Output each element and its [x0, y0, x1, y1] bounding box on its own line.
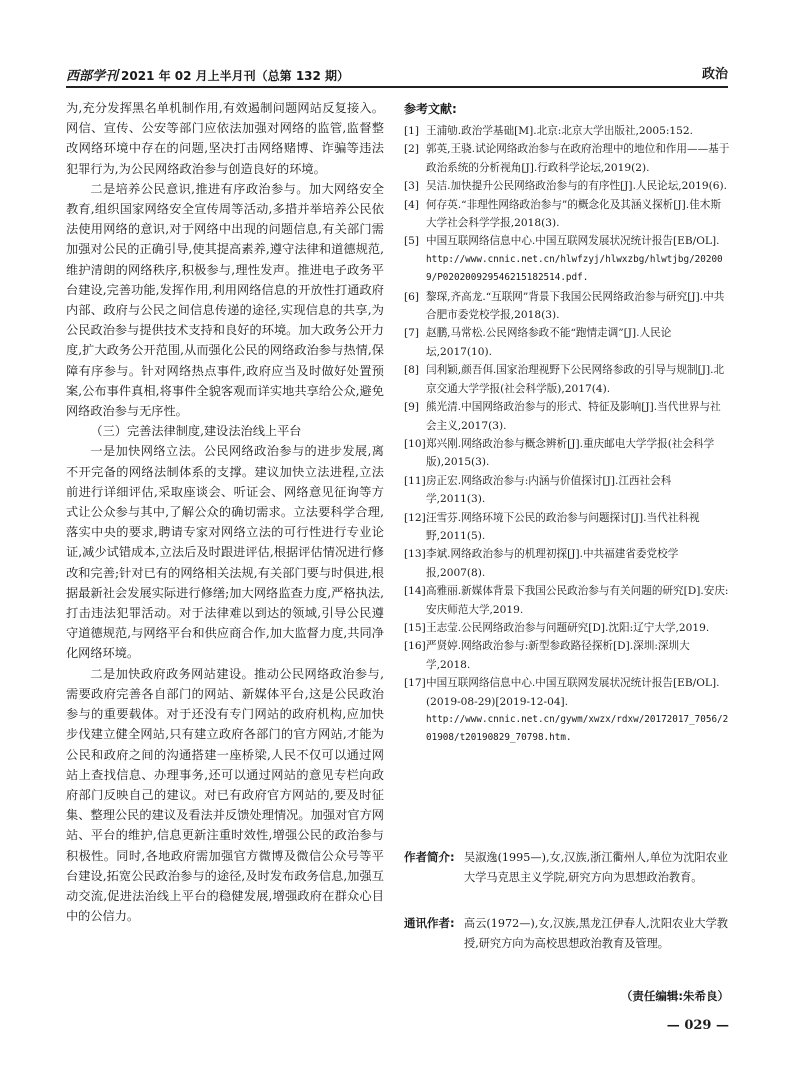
reference-number: [5]: [404, 235, 420, 248]
reference-item: [404, 232, 730, 287]
corresponding-author-label: 通讯作者:: [404, 916, 455, 930]
body-paragraph: 一是加快网络立法。公民网络政治参与的进步发展,离不开完备的网络法制体系的支撑。建议加快立法进程,立法前进行详细评估,采取座谈会、听证会、网络意见征询等方式让公众参与其中,了解公众的确切需求。立法要科学合理,落实中央的要求,聘请专家对网络立法的可行性进行专业论证,减少试错成本,立法后及时跟进评估,根据评估情况进行修改和完善;针对已有的网络相关法规,有关部门要与时俱进,根据最新社会发展实际进行修缮;加大网络监查力度,严格执法,打击违法犯罪活动。对于法律难以到达的领域,引导公民遵守道德规范,与网络平台和供应商合作,加大监督力度,共同净化网络环境。: [66, 444, 384, 661]
responsible-editor: （责任编辑:朱希良）: [620, 989, 729, 1003]
reference-number: [13]: [404, 548, 426, 561]
reference-text: 汪雪芬.网络环境下公民的政治参与问题探讨[J].当代社科视野,2011(5).: [426, 511, 700, 542]
reference-item: [404, 361, 730, 398]
reference-item: [404, 324, 730, 361]
journal-logo: 西部学刊: [66, 69, 119, 84]
reference-text: 闫利颖,颜吾佴.国家治理视野下公民网络参政的引导与规制[J].北京交通大学学报(社会科学版),2017(4).: [426, 364, 725, 395]
reference-number: [10]: [404, 437, 426, 450]
reference-text: 黎琛,齐高龙.“互联网”背景下我国公民网络政治参与研究[J].中共合肥市委党校学报,2018(3).: [426, 290, 725, 322]
reference-number: [8]: [404, 364, 420, 377]
reference-item: [404, 288, 730, 325]
reference-item: [404, 398, 730, 435]
author-bio: [404, 848, 730, 887]
reference-item: [404, 122, 730, 140]
reference-number: [4]: [404, 198, 420, 211]
author-bio-label: 作者简介:: [404, 850, 455, 864]
issue-info: 2021 年 02 月上半月刊（总第 132 期）: [121, 69, 350, 83]
reference-text: 中国互联网络信息中心.中国互联网发展状况统计报告[EB/OL].(2019-08-29)[2019-12-04].: [426, 677, 720, 708]
reference-item: [404, 435, 730, 472]
reference-item: [404, 177, 730, 195]
body-paragraph: 为,充分发挥黑名单机制作用,有效遏制问题网站反复接入。网信、宣传、公安等部门应依法加强对网络的监管,监督整改网络环境中存在的问题,坚决打击网络赌博、诈骗等违法犯罪行为,为公民网络政治参与创造良好的环境。: [66, 101, 384, 176]
reference-text: 王志莹.公民网络政治参与问题研究[D].沈阳:辽宁大学,2019.: [426, 621, 710, 634]
reference-text: 熊光清.中国网络政治参与的形式、特征及影响[J].当代世界与社会主义,2017(3).: [426, 401, 721, 432]
reference-text: 吴洁.加快提升公民网络政治参与的有序性[J].人民论坛,2019(6).: [426, 180, 728, 193]
reference-url: http://www.cnnic.net.cn/hlwfzyj/hlwxzbg/hlwtjbg/202009/P020200929546215182514.pdf.: [426, 253, 723, 284]
body-paragraph: 二是培养公民意识,推进有序政治参与。加大网络安全教育,组织国家网络安全宣传周等活动,多措并举培养公民依法使用网络的意识,对于网络中出现的问题信息,有关部门需加强对公民的正确引导,使其提高素养,遵守法律和道德规范,维护清朗的网络秩序,积极参与,理性发声。推进电子政务平台建设,完善功能,发挥作用,利用网络信息的开放性打通政府内部、政府与公民之间信息传递的途径,实现信息的共享,为公民政治参与提供技术支持和良好的环境。加大政务公开力度,扩大政务公开范围,从而强化公民的网络政治参与热情,保障有序参与。针对网络热点事件,政府应当及时做好处置预案,公布事件真相,将事件全貌客观而详实地共享给公众,避免网络政治参与无序性。: [66, 181, 384, 419]
reference-list: [404, 122, 730, 748]
reference-number: [14]: [404, 585, 426, 598]
reference-number: [11]: [404, 474, 426, 487]
reference-text: 严贤婷.网络政治参与:新型参政路径探析[D].深圳:深圳大学,2018.: [426, 640, 690, 671]
reference-item: [404, 619, 730, 637]
subsection-heading: （三）完善法律制度,建设法治线上平台: [90, 424, 302, 439]
reference-text: 房正宏.网络政治参与:内涵与价值探讨[J].江西社会科学,2011(3).: [426, 474, 672, 506]
reference-number: [7]: [404, 327, 420, 340]
reference-number: [9]: [404, 401, 420, 414]
reference-text: 何存英.“非理性网络政治参与”的概念化及其涵义探析[J].佳木斯大学社会科学学报,2018(3).: [426, 198, 721, 230]
corresponding-author: [404, 914, 730, 953]
references-title: 参考文献:: [404, 102, 457, 116]
journal-name: [66, 65, 349, 84]
reference-item: [404, 637, 730, 674]
reference-text: 高雅丽.新媒体背景下我国公民政治参与有关问题的研究[D].安庆:安庆师范大学,2019.: [426, 585, 729, 616]
reference-text: 郭英,王骁.试论网络政治参与在政府治理中的地位和作用——基于政治系统的分析视角[J].行政科学论坛,2019(2).: [426, 143, 730, 174]
reference-item: [404, 582, 730, 619]
reference-number: [2]: [404, 143, 420, 156]
reference-number: [16]: [404, 640, 426, 653]
section-label: 政治: [701, 67, 728, 82]
reference-number: [17]: [404, 677, 426, 690]
reference-number: [1]: [404, 125, 420, 137]
reference-number: [6]: [404, 290, 420, 303]
author-bio-text: 吴淑逸(1995—),女,汉族,浙江衢州人,单位为沈阳农业大学马克思主义学院,研究方向为思想政治教育。: [464, 851, 728, 884]
reference-item: [404, 509, 730, 546]
reference-text: 郑兴刚.网络政治参与概念辨析[J].重庆邮电大学学报(社会科学版),2015(3).: [426, 437, 715, 469]
reference-item: [404, 140, 730, 177]
reference-text: 李斌.网络政治参与的机理初探[J].中共福建省委党校学报,2007(8).: [426, 548, 679, 579]
page-number: — 029 —: [666, 1018, 729, 1033]
corresponding-author-text: 高云(1972—),女,汉族,黑龙江伊春人,沈阳农业大学教授,研究方向为高校思想政治教育及管理。: [464, 917, 728, 950]
reference-text: 中国互联网络信息中心.中国互联网发展状况统计报告[EB/OL].: [426, 235, 720, 248]
reference-item: [404, 545, 730, 582]
reference-item: [404, 196, 730, 233]
reference-text: 赵鹏,马常松.公民网络参政不能“跑情走调”[J].人民论坛,2017(10).: [426, 327, 672, 358]
body-paragraph: 二是加快政府政务网站建设。推动公民网络政治参与,需要政府完善各自部门的网站、新媒体平台,这是公民政治参与的重要载体。对于还没有专门网站的政府机构,应加快步伐建立健全网站,只有建立政府各部门的官方网站,才能为公民和政府之间的沟通搭建一座桥梁,人民不仅可以通过网站上查找信息、办理事务,还可以通过网站的意见专栏向政府部门反映自己的建议。对已有政府官方网站的,要及时征集、整理公民的建议及看法并反馈处理情况。加强对官方网站、平台的维护,信息更新注重时效性,增强公民的政治参与积极性。同时,各地政府需加强官方微博及微信公众号等平台建设,拓宽公民政治参与的途径,及时发布政务信息,加强互动交流,促进法治线上平台的稳健发展,增强政府在群众心目中的公信力。: [66, 666, 384, 924]
page-header: [66, 56, 728, 88]
reference-number: [15]: [404, 621, 426, 634]
reference-text: 王浦劬.政治学基础[M].北京:北京大学出版社,2005:152.: [426, 125, 693, 137]
reference-number: [12]: [404, 511, 426, 524]
reference-item: [404, 674, 730, 748]
reference-number: [3]: [404, 180, 420, 193]
references-section: [404, 100, 730, 748]
body-text: [66, 98, 384, 926]
reference-url: http://www.cnnic.net.cn/gywm/xwzx/rdxw/20172017_7056/201908/t20190829_70798.htm.: [426, 714, 729, 744]
reference-item: [404, 472, 730, 509]
